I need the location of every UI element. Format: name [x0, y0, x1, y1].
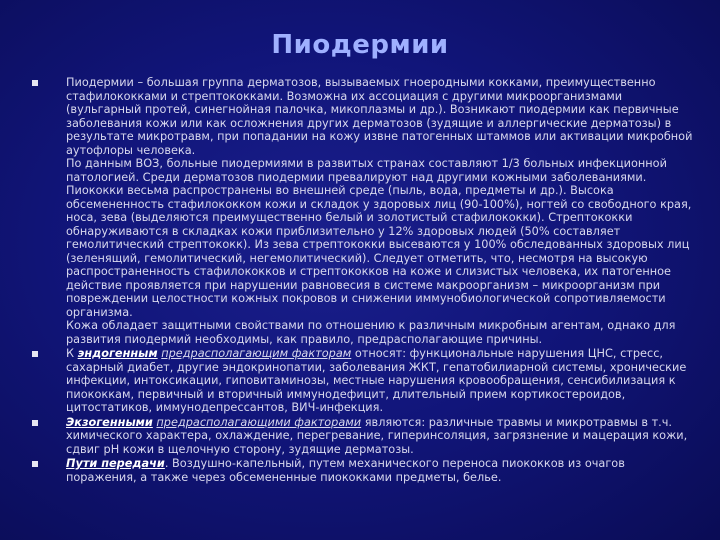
slide-body: [26, 76, 694, 484]
paragraph-endogenous: К эндогенным предрасполагающим факторам относят: функциональные нарушения ЦНС, стресс, сахарный диабет, другие эндокринопатии, заболевания ЖКТ, гепатобилиарной системы, хронические инфекции, интоксикации, гиповитаминозы, местные нарушения кровообращения, сенсибилизация к пиококкам, первичный и вторичный иммунодефицит, длительный прием кортикостероидов, цитостатиков, иммунодепрессантов, ВИЧ-инфекция.: [66, 347, 687, 414]
slide-title: Пиодермии: [271, 30, 449, 60]
exogenous-term: Экзогенными: [66, 415, 153, 429]
predisposing-factors-term: предрасполагающим факторам: [161, 347, 352, 360]
square-bullet-icon: [32, 351, 38, 357]
transmission-routes-term: Пути передачи: [66, 457, 165, 470]
paragraph-who-statistics: По данным ВОЗ, больные пиодермиями в развитых странах составляют 1/3 больных инфекционной патологией. Среди дерматозов пиодермии превалируют над другими кожными заболеваниями.: [66, 157, 667, 184]
bullet-item-exogenous: [26, 416, 694, 457]
paragraph-pyococci-spread: Пиококки весьма распространены во внешней среде (пыль, вода, предметы и др.). Высока обсемененность стафилококком кожи и складок у здоровых лиц (90-100%), ногтей со свободного края, носа, зева (выделяются преимущественно белый и золотистый стафилококки). Стрептококки обнаруживаются в складках кожи приблизительно у 12% здоровых людей (50% составляет гемолитический стрептококк). Из зева стрептококки высеваются у 100% обследованных здоровых лиц (зеленящий, гемолитический, негемолитический). Следует отметить, что, несмотря на высокую распространенность стафилококков и стрептококков на коже и слизистых человека, их патогенное действие проявляется при нарушении равновесия в системе макроорганизм – микроорганизм при повреждении целостности кожных покровов и снижении иммунобиологической сопротивляемости организма.: [66, 184, 692, 319]
bullet-item-definition: [26, 76, 694, 346]
paragraph-transmission: Пути передачи. Воздушно-капельный, путем механического переноса пиококков из очагов поражения, а также через обсемененные пиококками предметы, белье.: [66, 457, 625, 484]
square-bullet-icon: [32, 461, 38, 467]
bullet-item-transmission: [26, 457, 694, 484]
paragraph-skin-protection: Кожа обладает защитными свойствами по отношению к различным микробным агентам, однако для развития пиодермий необходимы, как правило, предрасполагающие причины.: [66, 319, 676, 346]
paragraph-exogenous: Экзогенными предрасполагающими факторами являются: различные травмы и микротравмы в т.ч. химического характера, охлаждение, перегревание, гиперинсоляция, загрязнение и мацерация кожи, сдвиг рН кожи в щелочную сторону, зудящие дерматозы.: [66, 415, 688, 456]
endogenous-term: эндогенным: [77, 347, 158, 360]
square-bullet-icon: [32, 80, 38, 86]
paragraph-definition: Пиодермии – большая группа дерматозов, вызываемых гноеродными кокками, преимущественно стафилококками и стрептококками. Возможна их ассоциация с другими микроорганизмами (вульгарный протей, синегнойная палочка, микоплазмы и др.). Возникают пиодермии как первичные заболевания кожи или как осложнения других дерматозов (зудящие и аллергические дерматозы) в результате микротравм, при попадании на кожу извне патогенных штаммов или активации микробной аутофлоры человека.: [66, 76, 693, 157]
bullet-item-endogenous: [26, 347, 694, 415]
predisposing-factors-term: предрасполагающими факторами: [156, 415, 362, 429]
square-bullet-icon: [32, 420, 38, 426]
